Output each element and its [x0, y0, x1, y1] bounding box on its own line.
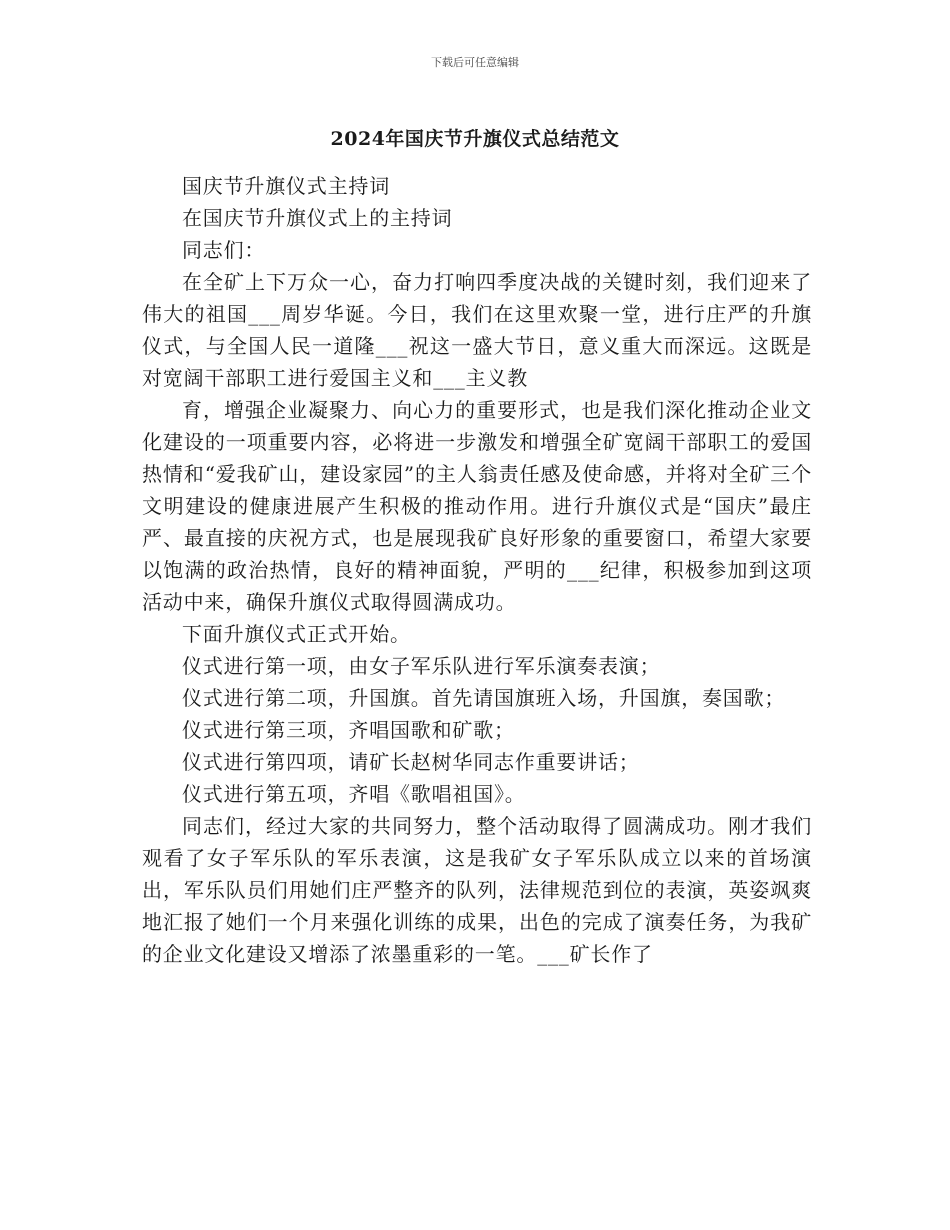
header-note: 下载后可任意编辑: [431, 56, 519, 69]
paragraph-item-2: 仪式进行第二项，升国旗。首先请国旗班入场，升国旗，奏国歌；: [182, 686, 786, 710]
paragraph-ceremony-start: 下面升旗仪式正式开始。: [182, 622, 411, 646]
paragraph-education: 育，增强企业凝聚力、向心力的重要形式，也是我们深化推动企业文化建设的一项重要内容，必将进一步激发和增强全矿宽阔干部职工的爱国热情和“爱我矿山，建设家园”的主人翁责任感及使命感，并将对全矿三个文明建设的健康进展产生积极的推动作用。进行升旗仪式是“国庆”最庄严、最直接的庆祝方式，也是展现我矿良好形象的重要窗口，希望大家要以饱满的政治热情，良好的精神面貌，严明的___纪律，积极参加到这项活动中来，确保升旗仪式取得圆满成功。: [142, 398, 812, 614]
paragraph-item-3: 仪式进行第三项，齐唱国歌和矿歌；: [182, 718, 515, 742]
document-body: [142, 170, 812, 970]
paragraph-salutation: 同志们：: [182, 238, 266, 262]
paragraph-heading-2: 在国庆节升旗仪式上的主持词: [182, 206, 453, 230]
paragraph-intro: 在全矿上下万众一心，奋力打响四季度决战的关键时刻，我们迎来了伟大的祖国___周岁华诞。今日，我们在这里欢聚一堂，进行庄严的升旗仪式，与全国人民一道隆___祝这一盛大节日，意义重大而深远。这既是对宽阔干部职工进行爱国主义和___主义教: [142, 270, 812, 390]
paragraph-summary: 同志们，经过大家的共同努力，整个活动取得了圆满成功。刚才我们观看了女子军乐队的军乐表演，这是我矿女子军乐队成立以来的首场演出，军乐队员们用她们庄严整齐的队列，法律规范到位的表演，英姿飒爽地汇报了她们一个月来强化训练的成果，出色的完成了演奏任务，为我矿的企业文化建设又增添了浓墨重彩的一笔。___矿长作了: [142, 814, 812, 966]
document-title: 2024年国庆节升旗仪式总结范文: [330, 128, 620, 150]
paragraph-heading-1: 国庆节升旗仪式主持词: [182, 174, 390, 198]
paragraph-item-4: 仪式进行第四项，请矿长赵树华同志作重要讲话；: [182, 750, 640, 774]
paragraph-item-5: 仪式进行第五项，齐唱《歌唱祖国》。: [182, 782, 526, 806]
paragraph-item-1: 仪式进行第一项，由女子军乐队进行军乐演奏表演；: [182, 654, 661, 678]
